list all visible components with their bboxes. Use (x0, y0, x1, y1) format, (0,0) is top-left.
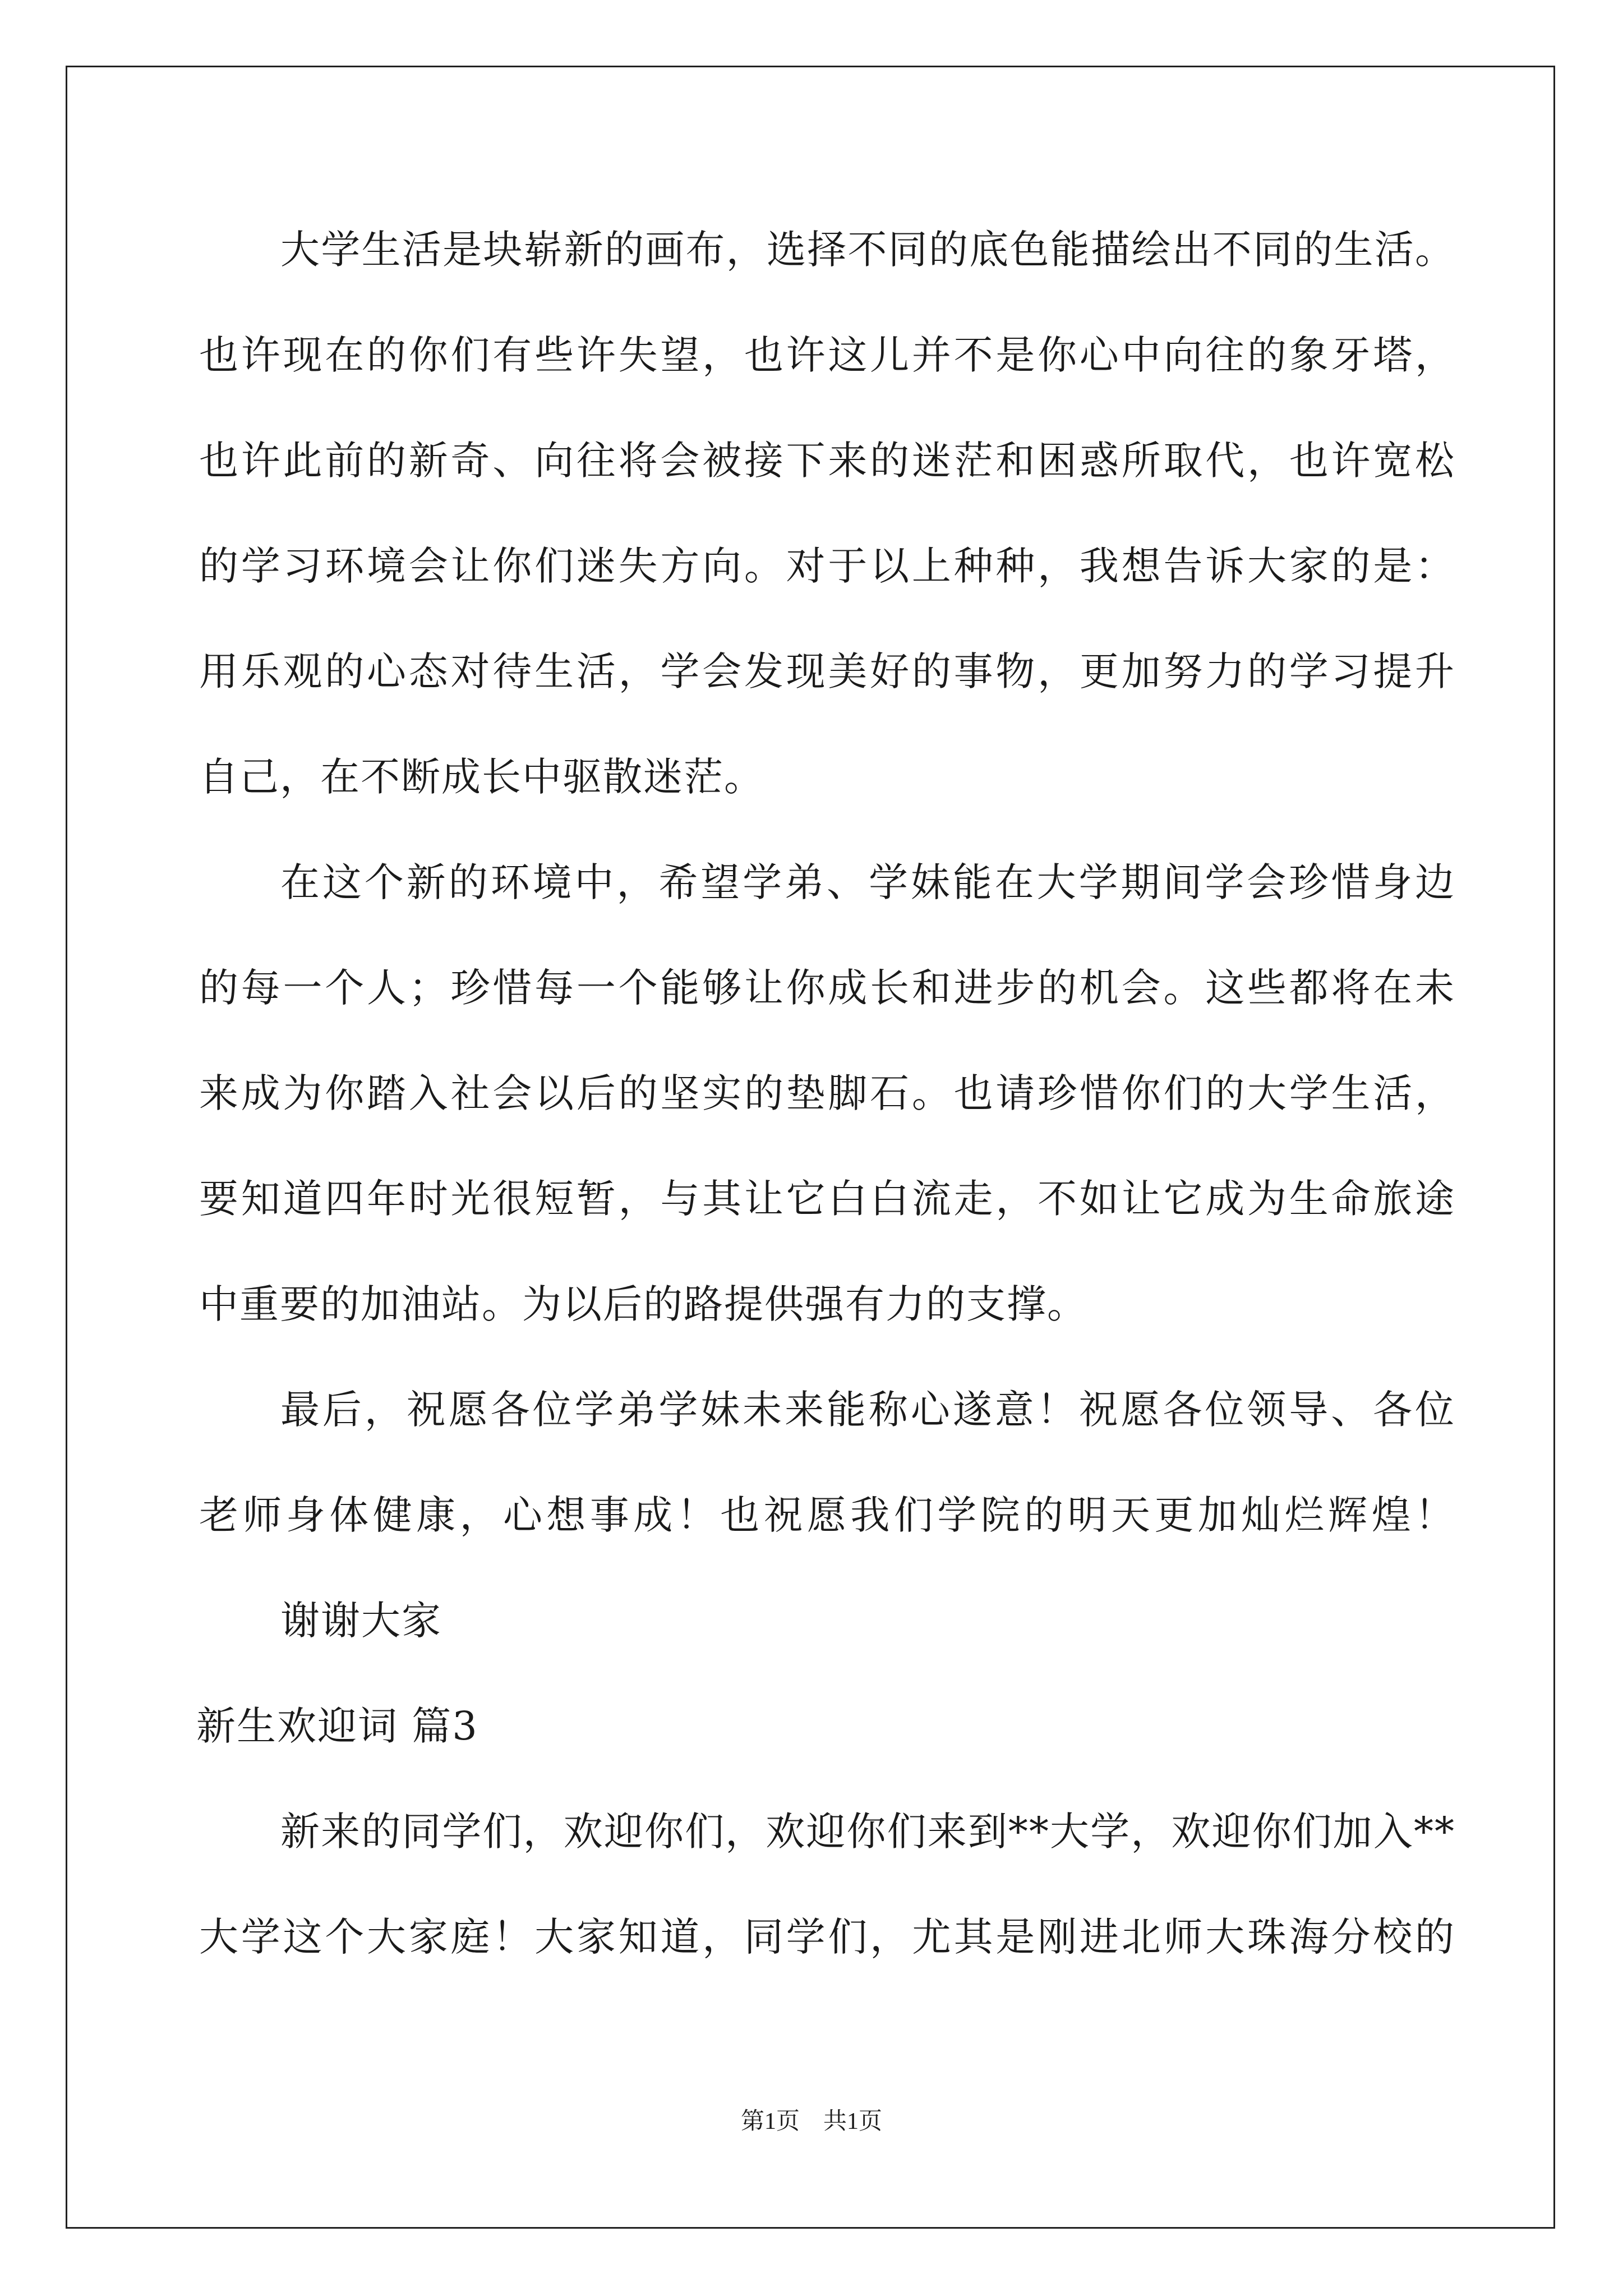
page-border (66, 66, 1555, 2229)
page-number: 第1页 共1页 (740, 2109, 882, 2134)
paragraph-line: 来成为你踏入社会以后的坚实的垫脚石。也请珍惜你们的大学生活， (199, 1070, 1455, 1116)
paragraph-line: 自己，在不断成长中驱散迷茫。 (199, 754, 764, 800)
paragraph-line: 在这个新的环境中，希望学弟、学妹能在大学期间学会珍惜身边 (280, 859, 1455, 905)
paragraph-line: 用乐观的心态对待生活，学会发现美好的事物，更加努力的学习提升 (199, 648, 1455, 694)
section-heading: 新生欢迎词 篇3 (196, 1703, 478, 1749)
closing-thanks: 谢谢大家 (280, 1598, 442, 1644)
paragraph-line: 新来的同学们，欢迎你们，欢迎你们来到**大学，欢迎你们加入** (280, 1809, 1455, 1855)
paragraph-line: 大学生活是块崭新的画布，选择不同的底色能描绘出不同的生活。 (280, 227, 1455, 273)
paragraph-line: 也许此前的新奇、向往将会被接下来的迷茫和困惑所取代，也许宽松 (199, 438, 1455, 484)
paragraph-line: 最后，祝愿各位学弟学妹未来能称心遂意！祝愿各位领导、各位 (280, 1387, 1455, 1433)
paragraph-line: 的学习环境会让你们迷失方向。对于以上种种，我想告诉大家的是： (199, 543, 1455, 589)
paragraph-line: 也许现在的你们有些许失望，也许这儿并不是你心中向往的象牙塔， (199, 332, 1455, 378)
paragraph-line: 要知道四年时光很短暂，与其让它白白流走，不如让它成为生命旅途 (199, 1176, 1455, 1222)
paragraph-line: 中重要的加油站。为以后的路提供强有力的支撑。 (199, 1281, 1087, 1327)
paragraph-line: 的每一个人；珍惜每一个能够让你成长和进步的机会。这些都将在未 (199, 965, 1455, 1011)
paragraph-line: 老师身体健康，心想事成！也祝愿我们学院的明天更加灿烂辉煌！ (199, 1492, 1455, 1538)
paragraph-line: 大学这个大家庭！大家知道，同学们，尤其是刚进北师大珠海分校的 (199, 1914, 1455, 1960)
